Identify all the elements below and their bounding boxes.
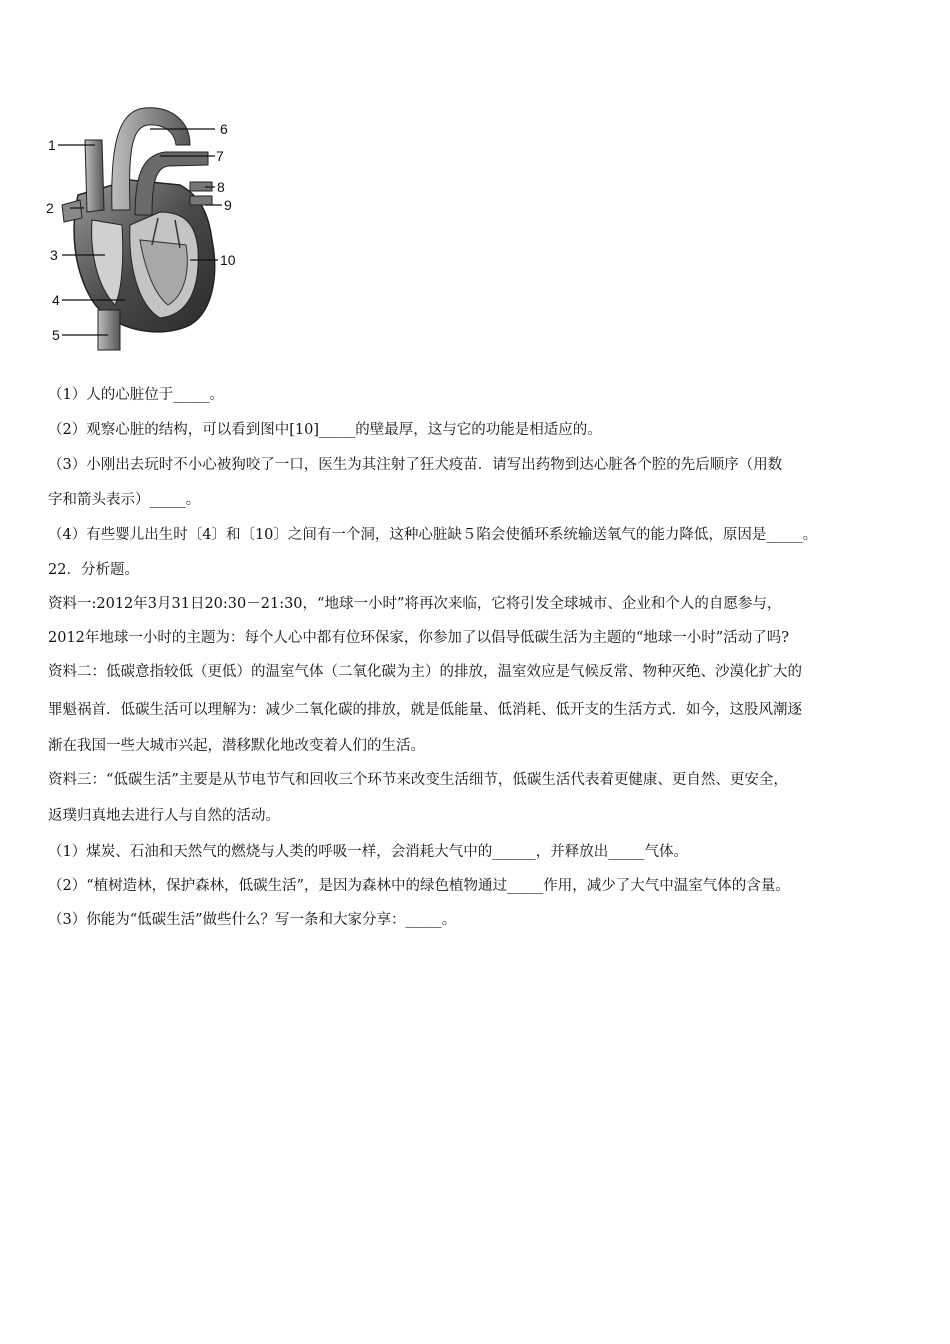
heart-question-2: （2）观察心脏的结构，可以看到图中[10]_____的壁最厚，这与它的功能是相适应的。 bbox=[48, 422, 602, 438]
label-4: 4 bbox=[52, 292, 60, 308]
q22-question-3: （3）你能为“低碳生活”做些什么？写一条和大家分享：_____。 bbox=[48, 912, 457, 928]
q22-question-2: （2）“植树造林，保护森林，低碳生活”，是因为森林中的绿色植物通过_____作用，减少了大气中温室气体的含量。 bbox=[48, 878, 790, 894]
material-3-line-1: 资料三：“低碳生活”主要是从节电节气和回收三个环节来改变生活细节，低碳生活代表着更健康、更自然、更安全， bbox=[48, 772, 788, 788]
material-1-line-2: 2012年地球一小时的主题为：每个人心中都有位环保家，你参加了以倡导低碳生活为主题的“地球一小时”活动了吗? bbox=[48, 630, 789, 646]
material-2-line-3: 渐在我国一些大城市兴起，潜移默化地改变着人们的生活。 bbox=[48, 738, 425, 754]
label-6: 6 bbox=[220, 121, 228, 137]
label-10: 10 bbox=[220, 252, 236, 268]
heart-question-1: （1）人的心脏位于_____。 bbox=[48, 387, 224, 403]
material-1-line-1: 资料一:2012年3月31日20:30－21:30，“地球一小时”将再次来临，它将引发全球城市、企业和个人的自愿参与， bbox=[48, 596, 782, 612]
material-3-line-2: 返璞归真地去进行人与自然的活动。 bbox=[48, 808, 280, 824]
heart-diagram bbox=[40, 100, 250, 355]
label-8: 8 bbox=[217, 179, 225, 195]
label-7: 7 bbox=[216, 148, 224, 164]
label-3: 3 bbox=[50, 247, 58, 263]
heart-illustration bbox=[40, 100, 250, 355]
label-2: 2 bbox=[46, 200, 54, 216]
q22-question-1: （1）煤炭、石油和天然气的燃烧与人类的呼吸一样，会消耗大气中的______，并释放出_____气体。 bbox=[48, 844, 688, 860]
material-2-line-2: 罪魁祸首．低碳生活可以理解为：减少二氧化碳的排放，就是低能量、低消耗、低开支的生活方式．如今，这股风潮逐 bbox=[48, 702, 802, 718]
q22-title: 22．分析题。 bbox=[48, 562, 139, 578]
label-5: 5 bbox=[52, 327, 60, 343]
label-9: 9 bbox=[224, 197, 232, 213]
label-1: 1 bbox=[48, 137, 56, 153]
heart-question-4: （4）有些婴儿出生时〔4〕和〔10〕之间有一个洞，这种心脏缺５陷会使循环系统输送氧气的能力降低，原因是_____。 bbox=[48, 527, 818, 543]
heart-question-3-cont: 字和箭头表示）_____。 bbox=[48, 492, 201, 508]
material-2-line-1: 资料二：低碳意指较低（更低）的温室气体（二氧化碳为主）的排放，温室效应是气候反常、物种灭绝、沙漠化扩大的 bbox=[48, 664, 802, 680]
heart-question-3: （3）小刚出去玩时不小心被狗咬了一口，医生为其注射了狂犬疫苗．请写出药物到达心脏各个腔的先后顺序（用数 bbox=[48, 457, 783, 473]
